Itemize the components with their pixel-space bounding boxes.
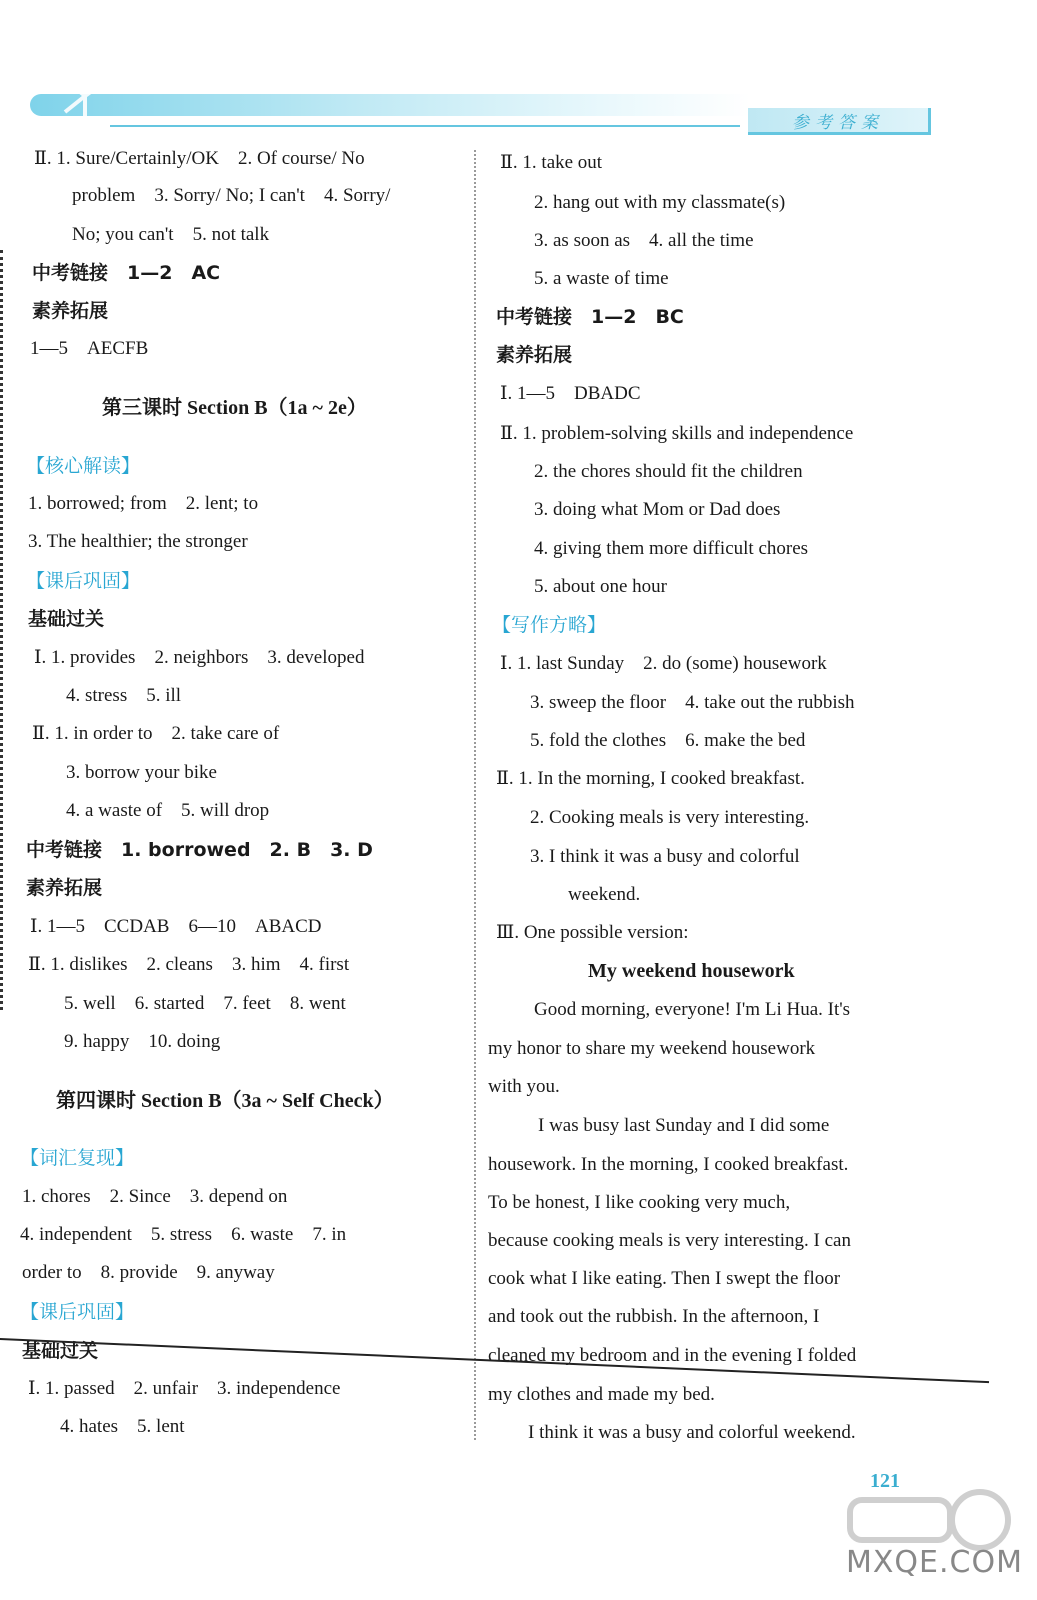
essay-line: Good morning, everyone! I'm Li Hua. It's xyxy=(534,999,851,1020)
answer-line: 4. independent 5. stress 6. waste 7. in xyxy=(20,1224,347,1245)
essay-line: housework. In the morning, I cooked breakfast. xyxy=(488,1154,849,1175)
section-tag: 【课后巩固】 xyxy=(26,570,141,592)
answer-line: Ⅱ. 1. take out xyxy=(500,152,603,173)
section-tag: 【写作方略】 xyxy=(492,614,607,636)
section-heading: 基础过关 xyxy=(22,1340,99,1362)
answer-line: 1. chores 2. Since 3. depend on xyxy=(22,1186,288,1207)
answer-line: Ⅱ. 1. In the morning, I cooked breakfast. xyxy=(496,768,805,789)
answer-line: 3. sweep the floor 4. take out the rubbish xyxy=(530,692,855,713)
answer-line: 2. Cooking meals is very interesting. xyxy=(530,807,810,828)
section-tag: 【核心解读】 xyxy=(26,455,141,477)
section-heading: 素养拓展 xyxy=(26,877,103,899)
header-rule xyxy=(110,125,740,127)
answer-line: 3. borrow your bike xyxy=(66,762,217,783)
lesson-title: 第三课时 Section B（1a ~ 2e） xyxy=(102,397,367,419)
answer-line: Ⅲ. One possible version: xyxy=(496,922,689,943)
essay-line: To be honest, I like cooking very much, xyxy=(488,1192,791,1213)
essay-line: I was busy last Sunday and I did some xyxy=(538,1115,830,1136)
answer-key-tab: 参考答案 xyxy=(748,108,931,135)
answer-line: weekend. xyxy=(568,884,641,905)
answer-line: 5. fold the clothes 6. make the bed xyxy=(530,730,806,751)
windmill-icon xyxy=(45,74,125,120)
essay-line: with you. xyxy=(488,1076,560,1097)
section-heading: 素养拓展 xyxy=(32,300,109,322)
answer-line: 4. hates 5. lent xyxy=(60,1416,185,1437)
section-heading: 中考链接 1—2 AC xyxy=(32,262,221,284)
section-tag: 【词汇复现】 xyxy=(20,1147,135,1169)
header-band xyxy=(30,94,750,116)
watermark-text: MXQE.COM xyxy=(846,1545,1023,1580)
answer-line: 4. stress 5. ill xyxy=(66,685,182,706)
section-heading: 素养拓展 xyxy=(496,344,573,366)
page-header xyxy=(0,70,1037,140)
answer-line: 3. I think it was a busy and colorful xyxy=(530,846,800,867)
answer-line: order to 8. provide 9. anyway xyxy=(22,1262,275,1283)
section-heading: 中考链接 1—2 BC xyxy=(496,306,684,328)
answer-line: Ⅰ. 1—5 CCDAB 6—10 ABACD xyxy=(30,916,322,937)
answer-line: Ⅱ. 1. dislikes 2. cleans 3. him 4. first xyxy=(28,954,350,975)
answer-line: Ⅰ. 1. provides 2. neighbors 3. developed xyxy=(34,647,365,668)
essay-line: cleaned my bedroom and in the evening I folded xyxy=(488,1345,857,1366)
essay-line: I think it was a busy and colorful weekend. xyxy=(528,1422,856,1443)
essay-line: my clothes and made my bed. xyxy=(488,1384,715,1405)
answer-line: 3. as soon as 4. all the time xyxy=(534,230,754,251)
answer-line: 1. borrowed; from 2. lent; to xyxy=(28,493,259,514)
essay-line: my honor to share my weekend housework xyxy=(488,1038,816,1059)
answer-line: 2. hang out with my classmate(s) xyxy=(534,192,786,213)
answer-line: 1—5 AECFB xyxy=(30,338,149,359)
answer-line: 3. The healthier; the stronger xyxy=(28,531,248,552)
answer-line: 4. a waste of 5. will drop xyxy=(66,800,270,821)
answer-line: 4. giving them more difficult chores xyxy=(534,538,809,559)
answer-line: 5. well 6. started 7. feet 8. went xyxy=(64,993,346,1014)
section-tag: 【课后巩固】 xyxy=(20,1301,135,1323)
answer-line: Ⅰ. 1—5 DBADC xyxy=(500,383,641,404)
answer-line: 3. doing what Mom or Dad does xyxy=(534,499,781,520)
essay-line: because cooking meals is very interesting. I can xyxy=(488,1230,851,1251)
answer-line: 9. happy 10. doing xyxy=(64,1031,221,1052)
section-heading: 中考链接 1. borrowed 2. B 3. D xyxy=(26,839,373,861)
essay-line: and took out the rubbish. In the afternoon, I xyxy=(488,1306,820,1327)
answer-line: 2. the chores should fit the children xyxy=(534,461,803,482)
column-divider xyxy=(474,150,476,1440)
answer-line: problem 3. Sorry/ No; I can't 4. Sorry/ xyxy=(72,185,391,206)
essay-title: My weekend housework xyxy=(588,960,795,982)
essay-line: cook what I like eating. Then I swept the floor xyxy=(488,1268,841,1289)
section-heading: 基础过关 xyxy=(28,608,105,630)
answer-line: Ⅰ. 1. last Sunday 2. do (some) housework xyxy=(500,653,827,674)
answer-line: Ⅱ. 1. in order to 2. take care of xyxy=(32,723,280,744)
answer-line: No; you can't 5. not talk xyxy=(72,224,270,245)
page-number: 121 xyxy=(870,1470,900,1492)
answer-line: Ⅱ. 1. problem-solving skills and independence xyxy=(500,423,854,444)
lesson-title: 第四课时 Section B（3a ~ Self Check） xyxy=(56,1090,394,1112)
answer-line: Ⅰ. 1. passed 2. unfair 3. independence xyxy=(28,1378,341,1399)
answer-line: Ⅱ. 1. Sure/Certainly/OK 2. Of course/ No xyxy=(34,148,365,169)
answer-line: 5. about one hour xyxy=(534,576,667,597)
answer-line: 5. a waste of time xyxy=(534,268,669,289)
binding-margin xyxy=(0,250,3,1010)
